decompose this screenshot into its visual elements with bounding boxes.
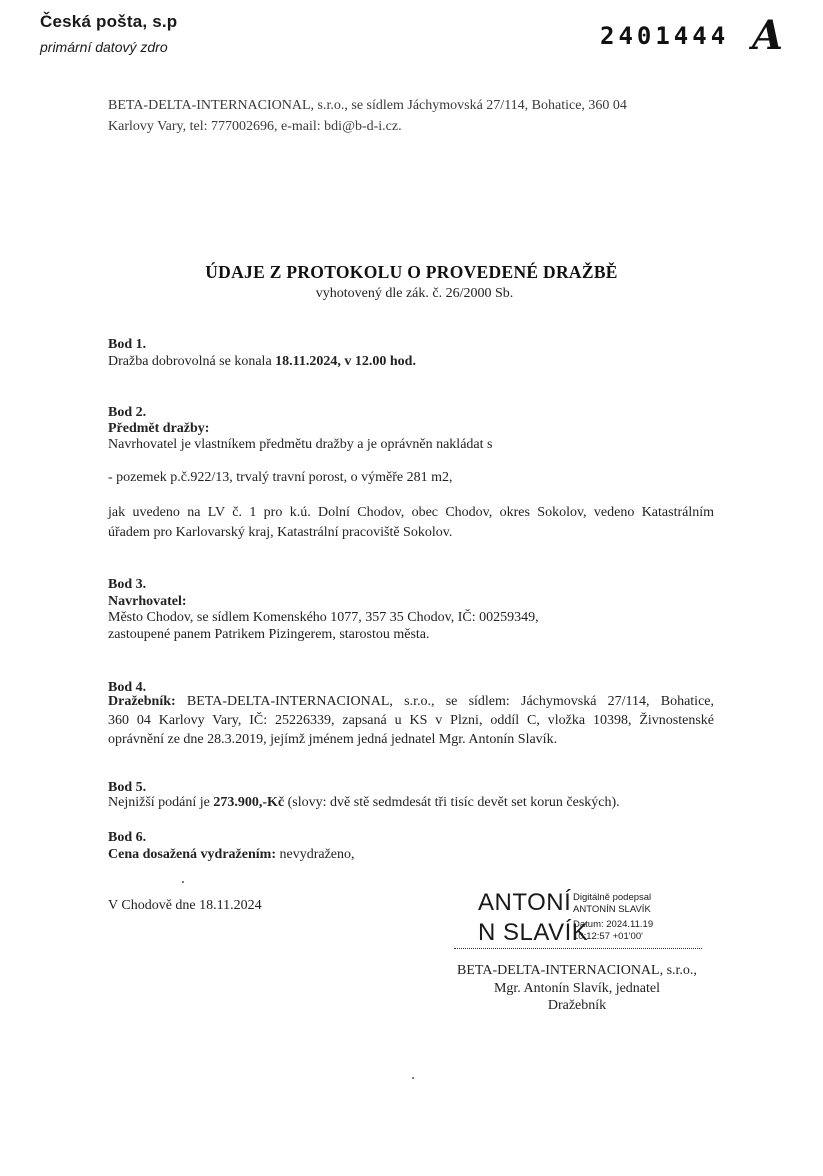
bod3-heading: Bod 3. <box>108 577 147 592</box>
signature-dotted-line <box>454 948 702 949</box>
digital-signature-name-line-2: N SLAVÍK <box>478 919 589 946</box>
postal-provider-name: Česká pošta, s.p <box>40 12 178 31</box>
bod2-heading: Bod 2. <box>108 405 147 420</box>
bod1-text-prefix: Dražba dobrovolná se konala <box>108 354 272 369</box>
bod6-label: Cena dosažená vydražením: <box>108 847 276 862</box>
postal-provider-subtitle: primární datový zdro <box>40 39 168 55</box>
bod4-line-1-rest: BETA-DELTA-INTERNACIONAL, s.r.o., se sídlem: Jáchymovská 27/114, Bohatice, <box>186 694 714 709</box>
document-title: ÚDAJE Z PROTOKOLU O PROVEDENÉ DRAŽBĚ <box>205 262 618 282</box>
bod3-subheading: Navrhovatel: <box>108 594 187 609</box>
bod5-heading: Bod 5. <box>108 780 147 795</box>
digital-signature-info-line-3: Datum: 2024.11.19 <box>573 919 654 930</box>
scan-speck <box>412 1077 414 1079</box>
bod5-text <box>108 793 620 813</box>
bod2-line-3: jak uvedeno na LV č. 1 pro k.ú. Dolní Chodov, obec Chodov, okres Sokolov, vedeno Katastrálním <box>108 505 714 520</box>
letterhead-line-2: Karlovy Vary, tel: 777002696, e-mail: bdi@b-d-i.cz. <box>108 119 402 134</box>
signatory-role: Dražebník <box>547 998 607 1013</box>
bod2-subheading: Předmět dražby: <box>108 421 210 436</box>
letterhead-line-1: BETA-DELTA-INTERNACIONAL, s.r.o., se sídlem Jáchymovská 27/114, Bohatice, 360 04 <box>108 98 627 113</box>
digital-signature-info-line-2: ANTONÍN SLAVÍK <box>573 904 651 915</box>
document-subtitle: vyhotovený dle zák. č. 26/2000 Sb. <box>315 286 514 301</box>
bod2-line-1: Navrhovatel je vlastníkem předmětu dražby a je oprávněn nakládat s <box>108 437 493 452</box>
digital-signature-info-line-1: Digitálně podepsal <box>573 892 652 903</box>
signatory-company: BETA-DELTA-INTERNACIONAL, s.r.o., <box>457 963 697 978</box>
bod5-text-prefix: Nejnižší podání je <box>108 795 210 810</box>
document-number: 2401444 <box>600 22 730 50</box>
bod4-label: Dražebník: <box>108 694 176 709</box>
bod4-line-2: 360 04 Karlovy Vary, IČ: 25226339, zapsaná u KS v Plzni, oddíl C, vložka 10398, Živnostenské <box>108 713 714 728</box>
bod1-auction-date: 18.11.2024, v 12.00 hod. <box>275 354 416 369</box>
place-and-date: V Chodově dne 18.11.2024 <box>108 898 262 913</box>
signatory-person: Mgr. Antonín Slavík, jednatel <box>493 981 661 996</box>
bod4-heading: Bod 4. <box>108 680 147 695</box>
bod1-heading: Bod 1. <box>108 337 147 352</box>
bod5-text-suffix: (slovy: dvě stě sedmdesát tři tisíc devět set korun českých). <box>287 795 620 810</box>
bod3-line-1: Město Chodov, se sídlem Komenského 1077, 357 35 Chodov, IČ: 00259349, <box>108 610 539 625</box>
digital-signature-name-line-1: ANTONÍ <box>478 889 572 916</box>
bod2-line-4: úřadem pro Karlovarský kraj, Katastrální pracoviště Sokolov. <box>108 525 453 540</box>
bod6-text <box>108 845 355 865</box>
scan-speck <box>182 881 184 883</box>
bod1-text <box>108 352 416 372</box>
bod2-item: - pozemek p.č.922/13, trvalý travní porost, o výměře 281 m2, <box>108 470 453 485</box>
bod4-line-3: oprávnění ze dne 28.3.2019, jejímž jménem jedná jednatel Mgr. Antonín Slavík. <box>108 732 558 747</box>
bod6-heading: Bod 6. <box>108 830 147 845</box>
digital-signature-info-line-4: 10:12:57 +01'00' <box>573 931 643 942</box>
bod4-line-1 <box>108 692 714 712</box>
document-number-letter: A <box>752 12 784 59</box>
bod3-line-2: zastoupené panem Patrikem Pizingerem, starostou města. <box>108 627 430 642</box>
bod6-value: nevydraženo, <box>279 847 355 862</box>
bod5-lowest-bid: 273.900,-Kč <box>213 795 285 810</box>
